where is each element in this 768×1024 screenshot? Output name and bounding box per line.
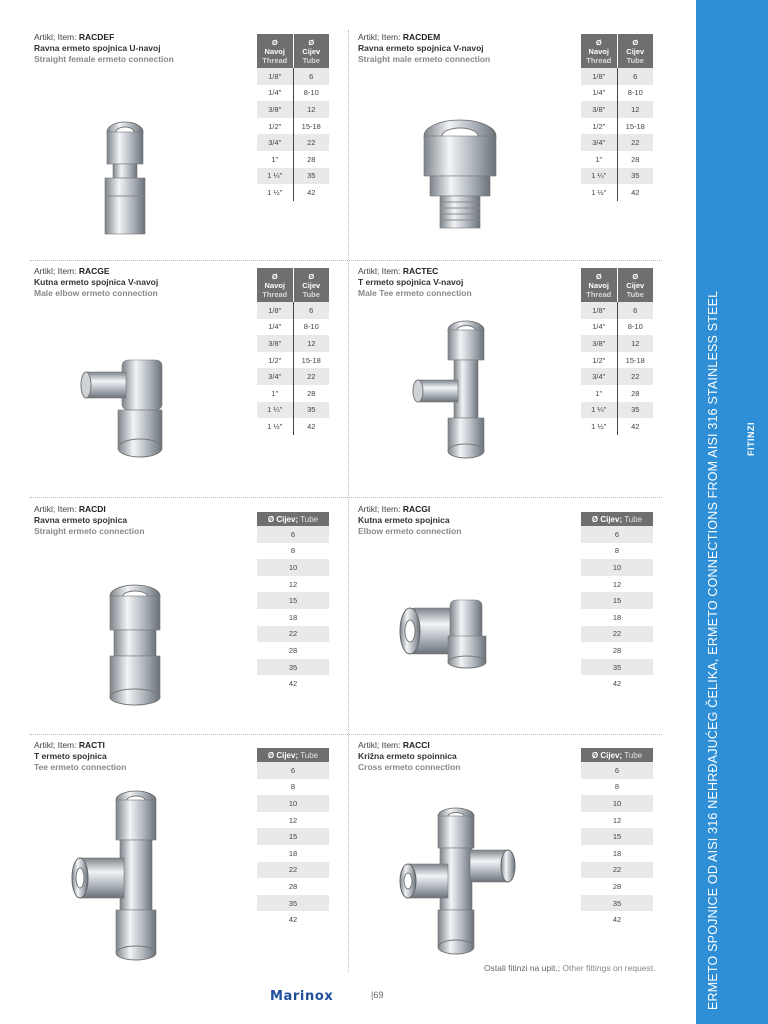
sidebar-title: ERMETO SPOJNICE OD AISI 316 NEHRĐAJUĆEG ČELIKA, ERMETO CONNECTIONS FROM AISI 316 STAINLESS STEEL bbox=[706, 290, 720, 1010]
thread-header: Ø Navoj Thread bbox=[581, 34, 617, 68]
table-row: 10 bbox=[581, 795, 653, 812]
product-block-racci bbox=[354, 738, 678, 968]
tube-header: Ø Cijev; Tube bbox=[257, 748, 329, 762]
table-row: 42 bbox=[612, 679, 622, 689]
table-row: 42 bbox=[288, 679, 298, 689]
table-row: 28 bbox=[612, 645, 622, 655]
table-row: 10 bbox=[257, 795, 329, 812]
product-header: Artikl; Item: RACDEM Ravna ermeto spojnica V-navoj Straight male ermeto connection bbox=[358, 32, 491, 64]
table-row: 3/8" 12 bbox=[257, 335, 329, 352]
product-block-racdi bbox=[30, 502, 354, 732]
table-row: 3/8" 12 bbox=[581, 335, 653, 352]
table-row: 15 bbox=[581, 592, 653, 609]
product-name-hr: T ermeto spojnica bbox=[34, 751, 107, 761]
product-name-en: Tee ermeto connection bbox=[34, 762, 127, 772]
table-row: 12 bbox=[612, 815, 622, 825]
table-row: 1" 28 bbox=[581, 385, 653, 402]
table-row: 1/4" 8-10 bbox=[257, 85, 329, 102]
product-header: Artikl; Item: RACTEC T ermeto spojnica V-navoj Male Tee ermeto connection bbox=[358, 266, 472, 298]
table-row: 1/4" 8-10 bbox=[257, 319, 329, 336]
product-block-racdef bbox=[30, 30, 354, 260]
product-name-hr: Ravna ermeto spojnica V-navoj bbox=[358, 43, 484, 53]
table-row: 15 bbox=[257, 592, 329, 609]
product-header: Artikl; Item: RACGE Kutna ermeto spojnica V-navoj Male elbow ermeto connection bbox=[34, 266, 159, 298]
product-code: RACGE bbox=[78, 266, 110, 276]
product-header: Artikl; Item: RACDI Ravna ermeto spojnica Straight ermeto connection bbox=[34, 504, 145, 536]
product-name-en: Elbow ermeto connection bbox=[358, 526, 462, 536]
product-header: Artikl; Item: RACCI Križna ermeto spoinnica Cross ermeto connection bbox=[358, 740, 461, 772]
table-row: 42 bbox=[288, 915, 298, 925]
sidebar-section: FITINZI bbox=[746, 422, 756, 456]
product-header: Artikl; Item: RACTI T ermeto spojnica Tee ermeto connection bbox=[34, 740, 127, 772]
product-name-hr: Kutna ermeto spojnica bbox=[358, 515, 450, 525]
product-name-hr: Kutna ermeto spojnica V-navoj bbox=[34, 277, 159, 287]
table-row: 1 ½" 42 bbox=[581, 184, 653, 201]
table-row: 1/2" 15-18 bbox=[257, 352, 329, 369]
product-code: RACCI bbox=[402, 740, 430, 750]
table-row: 22 bbox=[581, 626, 653, 643]
table-row: 12 bbox=[612, 579, 622, 589]
table-row: 1/2" 15-18 bbox=[581, 118, 653, 135]
tube-table bbox=[581, 512, 653, 692]
product-header: Artikl; Item: RACDEF Ravna ermeto spojnica U-navoj Straight female ermeto connection bbox=[34, 32, 174, 64]
product-code: RACDI bbox=[78, 504, 106, 514]
tube-header: Ø Cijev; Tube bbox=[581, 512, 653, 526]
table-row: 10 bbox=[581, 559, 653, 576]
thread-tube-table bbox=[257, 34, 329, 201]
table-row: 6 bbox=[581, 762, 653, 779]
thread-tube-table bbox=[581, 268, 653, 435]
table-row: 1 ¼" 35 bbox=[257, 168, 329, 185]
row-divider bbox=[30, 497, 662, 498]
product-block-racti bbox=[30, 738, 354, 968]
table-row: 6 bbox=[581, 526, 653, 543]
table-row: 3/4" 22 bbox=[581, 134, 653, 151]
product-name-en: Cross ermeto connection bbox=[358, 762, 461, 772]
thread-header: Ø Navoj Thread bbox=[257, 34, 293, 68]
table-row: 35 bbox=[257, 895, 329, 912]
table-row: 1" 28 bbox=[257, 385, 329, 402]
table-row: 1/8" 6 bbox=[257, 68, 329, 85]
table-row: 8 bbox=[290, 782, 296, 792]
product-name-en: Male elbow ermeto connection bbox=[34, 288, 158, 298]
product-name-en: Male Tee ermeto connection bbox=[358, 288, 472, 298]
tube-header: Ø Cijev; Tube bbox=[581, 748, 653, 762]
marinox-logo: Marinox bbox=[270, 989, 334, 1004]
table-row: 3/4" 22 bbox=[257, 134, 329, 151]
table-row: 1" 28 bbox=[257, 151, 329, 168]
product-code: RACDEF bbox=[78, 32, 115, 42]
straight-fitting-image bbox=[100, 582, 170, 706]
table-row: 6 bbox=[257, 526, 329, 543]
table-row: 18 bbox=[288, 848, 298, 858]
table-row: 1 ½" 42 bbox=[257, 418, 329, 435]
table-row: 18 bbox=[612, 612, 622, 622]
table-row: 1/4" 8-10 bbox=[581, 85, 653, 102]
product-name-hr: Ravna ermeto spojnica bbox=[34, 515, 128, 525]
table-row: 28 bbox=[288, 645, 298, 655]
elbow-fitting-image bbox=[396, 598, 496, 670]
product-name-hr: Ravna ermeto spojnica U-navoj bbox=[34, 43, 161, 53]
table-row: 6 bbox=[257, 762, 329, 779]
straight-female-fitting-image bbox=[90, 118, 160, 268]
cross-fitting-image bbox=[394, 804, 526, 960]
table-row: 15 bbox=[581, 828, 653, 845]
tube-header: Ø Cijev Tube bbox=[617, 268, 653, 302]
product-header: Artikl; Item: RACGI Kutna ermeto spojnica Elbow ermeto connection bbox=[358, 504, 462, 536]
table-row: 1 ¼" 35 bbox=[581, 168, 653, 185]
table-row: 1/8" 6 bbox=[581, 68, 653, 85]
product-name-hr: Križna ermeto spoinnica bbox=[358, 751, 457, 761]
table-row: 35 bbox=[257, 659, 329, 676]
product-name-en: Straight female ermeto connection bbox=[34, 54, 174, 64]
product-code: RACTEC bbox=[402, 266, 439, 276]
table-row: 15 bbox=[257, 828, 329, 845]
product-name-hr: T ermeto spojnica V-navoj bbox=[358, 277, 464, 287]
table-row: 12 bbox=[288, 579, 298, 589]
table-row: 42 bbox=[612, 915, 622, 925]
thread-tube-table bbox=[581, 34, 653, 201]
table-row: 22 bbox=[581, 862, 653, 879]
tube-table bbox=[581, 748, 653, 928]
table-row: 1 ½" 42 bbox=[581, 418, 653, 435]
table-row: 8 bbox=[614, 546, 620, 556]
table-row: 35 bbox=[581, 895, 653, 912]
table-row: 18 bbox=[288, 612, 298, 622]
table-row: 22 bbox=[257, 626, 329, 643]
tube-header: Ø Cijev Tube bbox=[617, 34, 653, 68]
table-row: 1" 28 bbox=[581, 151, 653, 168]
product-name-en: Straight male ermeto connection bbox=[358, 54, 491, 64]
footer-note: Ostali fitinzi na upit.; Other fittings on request. bbox=[484, 963, 656, 973]
table-row: 1 ¼" 35 bbox=[581, 402, 653, 419]
product-block-racge bbox=[30, 264, 354, 494]
table-row: 1/2" 15-18 bbox=[257, 118, 329, 135]
table-row: 3/8" 12 bbox=[257, 101, 329, 118]
male-elbow-fitting-image bbox=[78, 350, 188, 460]
product-block-ractec bbox=[354, 264, 678, 494]
product-block-racgi bbox=[354, 502, 678, 732]
straight-male-fitting-image bbox=[410, 116, 510, 232]
tube-header: Ø Cijev Tube bbox=[293, 34, 329, 68]
table-row: 1 ½" 42 bbox=[257, 184, 329, 201]
table-row: 1/2" 15-18 bbox=[581, 352, 653, 369]
product-name-en: Straight ermeto connection bbox=[34, 526, 145, 536]
tube-header: Ø Cijev Tube bbox=[293, 268, 329, 302]
product-block-racdem bbox=[354, 30, 678, 260]
thread-header: Ø Navoj Thread bbox=[581, 268, 617, 302]
table-row: 3/8" 12 bbox=[581, 101, 653, 118]
table-row: 8 bbox=[290, 546, 296, 556]
tee-fitting-image bbox=[70, 788, 170, 964]
product-code: RACDEM bbox=[402, 32, 441, 42]
page-number: |69 bbox=[371, 990, 384, 1000]
table-row: 1/4" 8-10 bbox=[581, 319, 653, 336]
table-row: 8 bbox=[614, 782, 620, 792]
tube-header: Ø Cijev; Tube bbox=[257, 512, 329, 526]
table-row: 28 bbox=[288, 881, 298, 891]
table-row: 1/8" 6 bbox=[581, 302, 653, 319]
table-row: 1/8" 6 bbox=[257, 302, 329, 319]
thread-header: Ø Navoj Thread bbox=[257, 268, 293, 302]
table-row: 18 bbox=[612, 848, 622, 858]
row-divider bbox=[30, 734, 662, 735]
product-code: RACTI bbox=[78, 740, 105, 750]
thread-tube-table bbox=[257, 268, 329, 435]
product-code: RACGI bbox=[402, 504, 431, 514]
table-row: 10 bbox=[257, 559, 329, 576]
table-row: 1 ¼" 35 bbox=[257, 402, 329, 419]
table-row: 22 bbox=[257, 862, 329, 879]
table-row: 28 bbox=[612, 881, 622, 891]
tube-table bbox=[257, 512, 329, 692]
table-row: 35 bbox=[581, 659, 653, 676]
tube-table bbox=[257, 748, 329, 928]
table-row: 3/4" 22 bbox=[257, 368, 329, 385]
table-row: 3/4" 22 bbox=[581, 368, 653, 385]
male-tee-fitting-image bbox=[410, 318, 500, 460]
table-row: 12 bbox=[288, 815, 298, 825]
